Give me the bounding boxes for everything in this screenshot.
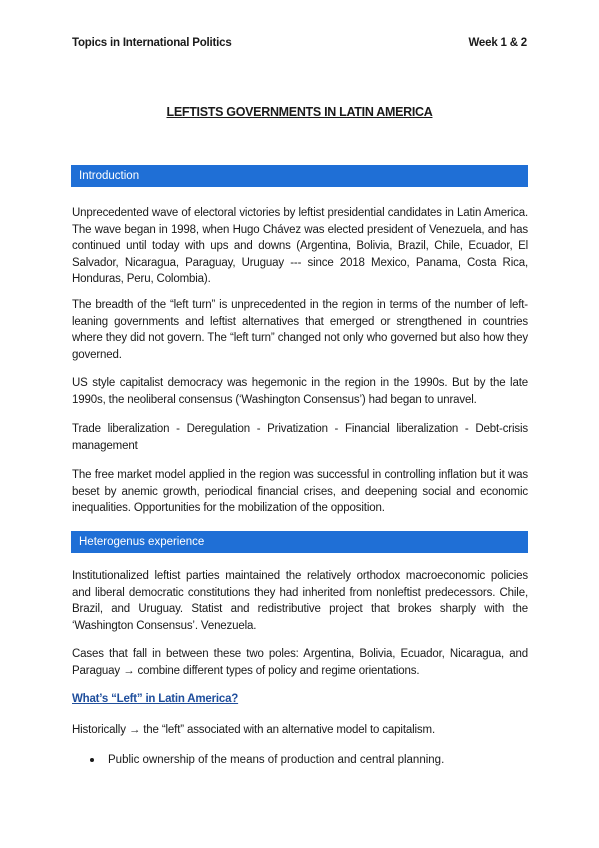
paragraph-cases-between: Cases that fall in between these two poles: Argentina, Bolivia, Ecuador, Nicaragua, and Paraguay → combine different types of policy and regime orientations. <box>72 648 528 677</box>
week-label: Week 1 & 2 <box>468 37 527 49</box>
bullet-list <box>90 752 530 769</box>
course-title: Topics in International Politics <box>72 37 232 49</box>
paragraph-intro-wave: Unprecedented wave of electoral victories by leftist presidential candidates in Latin America. The wave began in 1998, when Hugo Chávez was elected president of Venezuela, and has continued until today with ups and downs (Argentina, Bolivia, Brazil, Chile, Ecuador, El Salvador, Nicaragua, Paraguay, Uruguay --- since 2018 Mexico, Panama, Costa Rica, Honduras, Peru, Colombia). <box>72 207 528 285</box>
paragraph-trade-liberalization: Trade liberalization - Deregulation - Privatization - Financial liberalization - Debt-crisis management <box>72 423 528 452</box>
subheading-whats-left: What’s “Left” in Latin America? <box>72 693 239 705</box>
section-header-introduction: Introduction <box>71 165 528 187</box>
section-header-heterogenus: Heterogenus experience <box>71 531 528 553</box>
list-item-text: Public ownership of the means of production and central planning. <box>108 754 445 766</box>
bullet-icon <box>90 758 94 762</box>
list-item <box>90 752 530 769</box>
document-title: LEFTISTS GOVERNMENTS IN LATIN AMERICA <box>166 105 433 119</box>
paragraph-historically: Historically → the “left” associated with an alternative model to capitalism. <box>72 724 435 736</box>
paragraph-free-market: The free market model applied in the region was successful in controlling inflation but it was beset by anemic growth, periodical financial crises, and deepening social and economic inequalities. Opportunities for the mobilization of the opposition. <box>72 469 528 514</box>
paragraph-institutionalized-parties: Institutionalized leftist parties maintained the relatively orthodox macroeconomic policies and liberal democratic constitutions they had inherited from nonleftist predecessors. Chile, Brazil, and Uruguay. Statist and redistributive project that brokes sharply with the ‘Washington Consensus’. Venezuela. <box>72 570 528 632</box>
paragraph-us-democracy: US style capitalist democracy was hegemonic in the region in the 1990s. But by the late 1990s, the neoliberal consensus (‘Washington Consensus’) had began to unravel. <box>72 377 528 406</box>
paragraph-left-turn: The breadth of the “left turn” is unprecedented in the region in terms of the number of left-leaning governments and leftist alternatives that emerged or strengthened in countries where they did not govern. The “left turn” changed not only who governed but also how they governed. <box>72 299 528 361</box>
page-header <box>72 37 527 53</box>
